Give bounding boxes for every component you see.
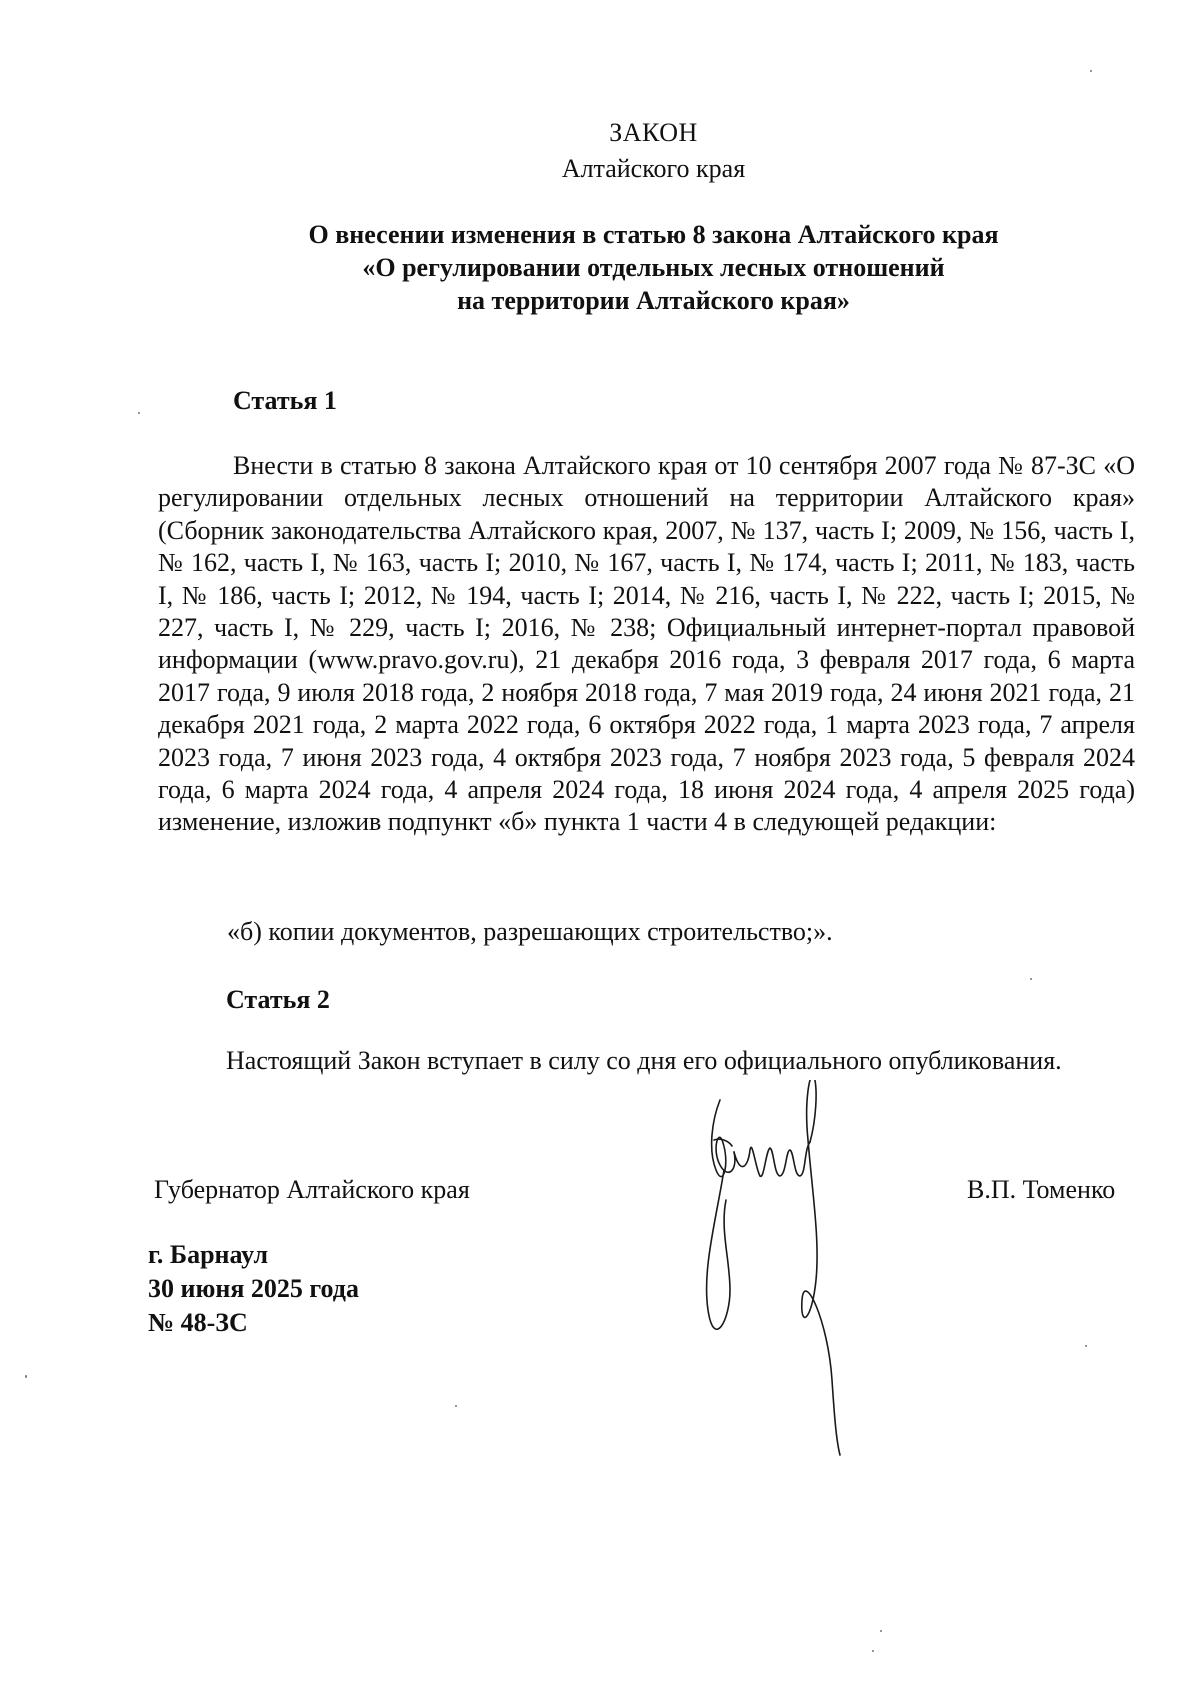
place-and-date (148, 1238, 359, 1340)
scan-speck (1085, 1345, 1087, 1347)
scan-speck (25, 1375, 27, 1378)
signing-date: 30 июня 2025 года (148, 1274, 359, 1303)
article-1-heading: Статья 1 (233, 386, 337, 415)
city: г. Барнаул (148, 1240, 269, 1269)
scan-speck (138, 412, 140, 414)
governor-name: В.П. Томенко (967, 1175, 1116, 1204)
scan-speck (455, 1405, 457, 1407)
handwritten-signature (690, 1080, 880, 1460)
law-title-line: «О регулировании отдельных лесных отношений (362, 253, 945, 282)
article-1-text: Внести в статью 8 закона Алтайского края от 10 сентября 2007 года № 87-ЗС «О регулировании отдельных лесных отношений на территории Алтайского края» (Сборник законодательства Алтайского края, 2007, № 137, часть I; 2009, № 156, часть I, № 162, часть I, № 163, часть I; 2010, № 167, часть I, № 174, часть I; 2011, № 183, часть I, № 186, часть I; 2012, № 194, часть I; 2014, № 216, часть I, № 222, часть I; 2015, № 227, часть I, № 229, часть I; 2016, № 238; Официальный интернет-портал правовой информации (www.pravo.gov.ru), 21 декабря 2016 года, 3 февраля 2017 года, 6 марта 2017 года, 9 июля 2018 года, 2 ноября 2018 года, 7 мая 2019 года, 24 июня 2021 года, 21 декабря 2021 года, 2 марта 2022 года, 6 октября 2022 года, 1 марта 2023 года, 7 апреля 2023 года, 7 июня 2023 года, 4 октября 2023 года, 7 ноября 2023 года, 5 февраля 2024 года, 6 марта 2024 года, 4 апреля 2024 года, 18 июня 2024 года, 4 апреля 2025 года) изменение, изложив подпункт «б» пункта 1 части 4 в следующей редакции: (158, 451, 1135, 837)
scan-speck (880, 1630, 882, 1632)
law-title-line: О внесении изменения в статью 8 закона Алтайского края (308, 220, 999, 249)
governor-title: Губернатор Алтайского края (154, 1175, 470, 1204)
scan-speck (872, 1650, 874, 1652)
law-number: № 48-ЗС (148, 1308, 248, 1337)
article-2-text: Настоящий Закон вступает в силу со дня его официального опубликования. (226, 1046, 1062, 1075)
law-title-line: на территории Алтайского края» (457, 286, 850, 315)
region-subheading: Алтайского края (561, 154, 746, 183)
document-type-heading: ЗАКОН (609, 118, 698, 147)
scan-speck (1090, 70, 1092, 72)
law-title (0, 218, 1200, 317)
article-1-amendment: «б) копии документов, разрешающих строительство;». (227, 917, 833, 946)
scan-speck (1030, 978, 1032, 980)
article-2-heading: Статья 2 (226, 985, 330, 1014)
